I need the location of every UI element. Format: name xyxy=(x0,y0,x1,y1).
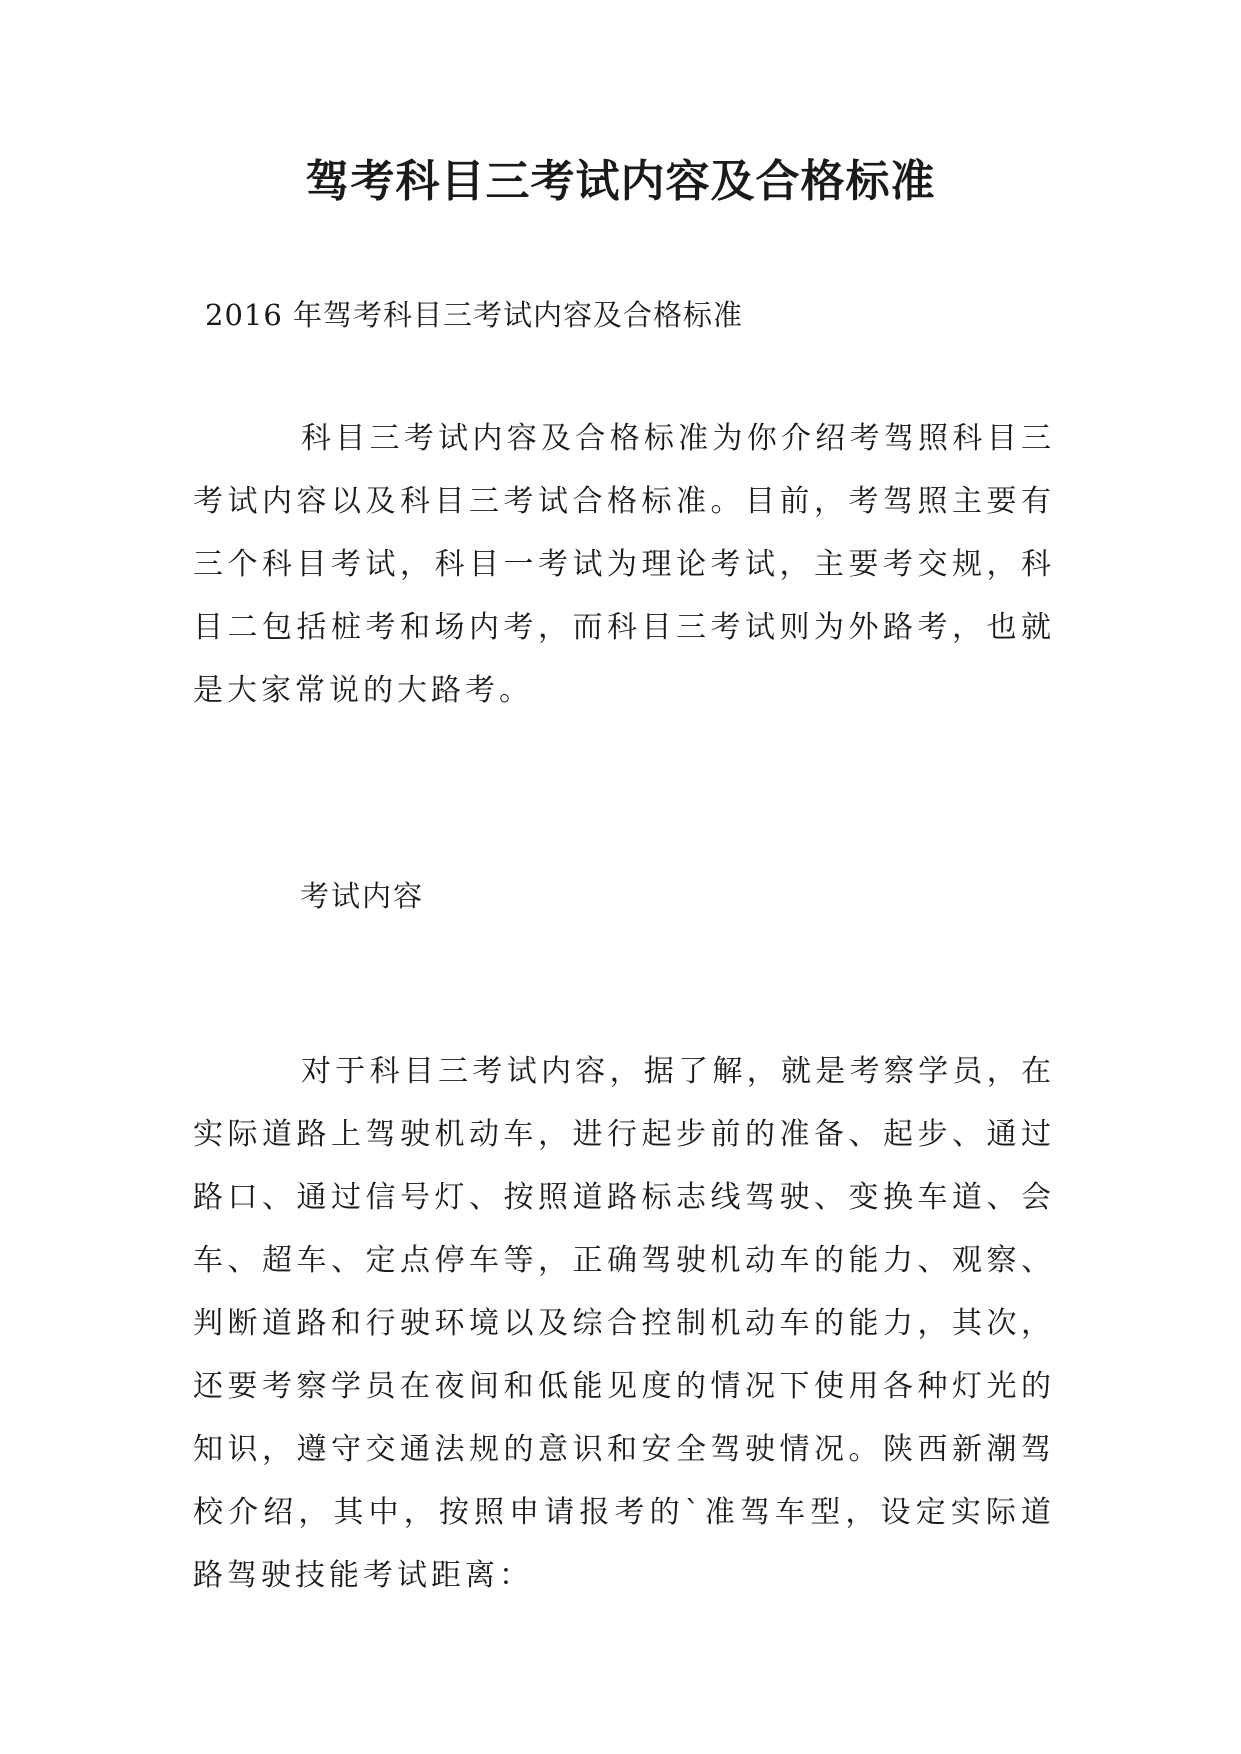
intro-paragraph: 科目三考试内容及合格标准为你介绍考驾照科目三考试内容以及科目三考试合格标准。目前，考驾照主要有三个科目考试，科目一考试为理论考试，主要考交规，科目二包括桩考和场内考，而科目三考试则为外路考，也就是大家常说的大路考。 xyxy=(193,421,1055,708)
document-title: 驾考科目三考试内容及合格标准 xyxy=(305,156,936,207)
section-heading: 考试内容 xyxy=(300,879,425,913)
document-subtitle: 2016 年驾考科目三考试内容及合格标准 xyxy=(205,298,744,332)
content-paragraph: 对于科目三考试内容，据了解，就是考察学员，在实际道路上驾驶机动车，进行起步前的准备、起步、通过路口、通过信号灯、按照道路标志线驾驶、变换车道、会车、超车、定点停车等，正确驾驶机动车的能力、观察、判断道路和行驶环境以及综合控制机动车的能力，其次，还要考察学员在夜间和低能见度的情况下使用各种灯光的知识，遵守交通法规的意识和安全驾驶情况。陕西新潮驾校介绍，其中，按照申请报考的`准驾车型，设定实际道路驾驶技能考试距离： xyxy=(193,1054,1055,1593)
